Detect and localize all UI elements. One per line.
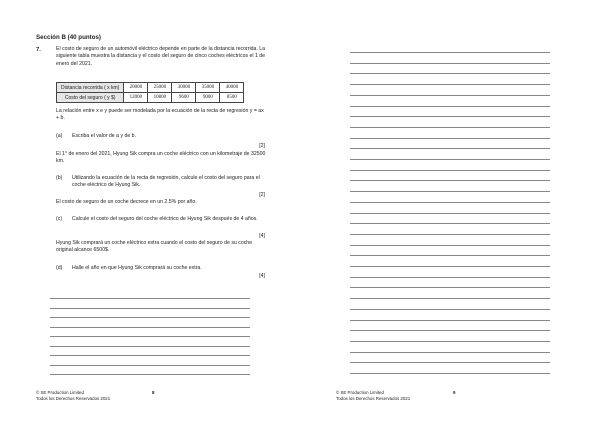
table-cell: 20000 (124, 83, 148, 93)
answer-line (50, 308, 250, 309)
table-row-label: Distancia recorrida ( x km) (57, 83, 124, 93)
section-title: Sección B (40 puntos) (36, 34, 101, 41)
copyright-line: © SE Production Limited (336, 390, 384, 395)
part-c-label: (c) (56, 216, 63, 222)
answer-line (350, 127, 550, 128)
answer-line (350, 234, 550, 235)
rights-line: Todos los Derechos Reservados 2021 (336, 396, 411, 401)
table-cell: 30000 (172, 83, 196, 93)
info-purchase: El 1° de enero del 2021, Hyung Sik compra un coche eléctrico con un kilometraje de 32500 km. (56, 151, 266, 165)
part-d-label: (d) (56, 265, 63, 271)
part-c-text: Calcule el costo del seguro del coche eléctrico de Hyung Sik después de 4 años. (72, 216, 258, 222)
part-c-marks: [4] (259, 233, 265, 239)
answer-line (350, 213, 550, 214)
part-b-marks: [2] (259, 192, 265, 198)
part-a-marks: [2] (259, 143, 265, 149)
table-cell: 9000 (196, 93, 220, 103)
answer-line (350, 287, 550, 288)
answer-line (50, 298, 250, 299)
answer-line (350, 191, 550, 192)
answer-line (350, 138, 550, 139)
rights-line: Todos los Derechos Reservados 2021 (36, 396, 111, 401)
part-d-marks: [4] (259, 273, 265, 279)
question-intro: El costo de seguro de un automóvil eléctrico depende en parte de la distancia recorrida. La siguiente tabla muestra la distancia y el costo del seguro de cinco coches eléctricos el 1 de enero del 2021. (56, 46, 266, 67)
part-d-text: Halle el año en que Hyung Sik comprará su coche extra. (72, 265, 202, 271)
part-b-label: (b) (56, 175, 63, 181)
table-row-label: Costo del seguro ( y $) (57, 93, 124, 103)
table-cell: 10800 (148, 93, 172, 103)
answer-line (350, 106, 550, 107)
answer-line (350, 95, 550, 96)
part-a-text: Escriba el valor de a y de b. (72, 133, 137, 139)
answer-line (350, 170, 550, 171)
answer-line (50, 365, 250, 366)
answer-line (50, 346, 250, 347)
copyright-line: © SE Production Limited (36, 390, 84, 395)
answer-line (350, 373, 550, 374)
right-page (300, 0, 600, 424)
answer-line (350, 202, 550, 203)
table-cell: 25000 (148, 83, 172, 93)
copyright-footer (336, 390, 410, 402)
answer-line (350, 352, 550, 353)
table-row (57, 83, 244, 93)
info-extra-car: Hyung Sik comprará un coche eléctrico extra cuando el costo del seguro de su coche original alcance 6500$. (56, 240, 253, 254)
answer-line (50, 336, 250, 337)
table-cell: 12000 (124, 93, 148, 103)
part-a-label: (a) (56, 133, 63, 139)
answer-line (350, 298, 550, 299)
page-number: 9 (453, 390, 456, 395)
answer-line (350, 277, 550, 278)
part-b-text: Utilizando la ecuación de la recta de regresión, calcule el costo del seguro para el coche eléctrico de Hyung Sik. (72, 175, 260, 189)
question-number: 7. (36, 47, 41, 53)
answer-line (350, 362, 550, 363)
answer-line (50, 317, 250, 318)
table-cell: 40000 (220, 83, 244, 93)
answer-line (350, 180, 550, 181)
answer-line (350, 63, 550, 64)
answer-line (350, 309, 550, 310)
answer-line (350, 330, 550, 331)
relation-text: La relación entre x e y puede ser modelada por la ecuación de la recta de regresión y = ax + b. (56, 108, 264, 122)
answer-line (50, 355, 250, 356)
data-table (56, 82, 244, 103)
page-number: 8 (152, 390, 155, 395)
answer-line (50, 374, 250, 375)
answer-line (350, 52, 550, 53)
copyright-footer (36, 390, 110, 402)
answer-line (350, 84, 550, 85)
answer-line (350, 245, 550, 246)
answer-line (350, 223, 550, 224)
table-cell: 35000 (196, 83, 220, 93)
answer-line (350, 73, 550, 74)
answer-line (350, 148, 550, 149)
answer-line (350, 255, 550, 256)
answer-line (350, 159, 550, 160)
info-decrease: El costo de seguro de un coche decrece en un 2.5% por año. (56, 199, 197, 205)
answer-line (350, 266, 550, 267)
table-cell: 9600 (172, 93, 196, 103)
answer-line (50, 327, 250, 328)
table-row (57, 93, 244, 103)
answer-line (350, 320, 550, 321)
answer-line (350, 341, 550, 342)
answer-line (350, 116, 550, 117)
table-cell: 8500 (220, 93, 244, 103)
